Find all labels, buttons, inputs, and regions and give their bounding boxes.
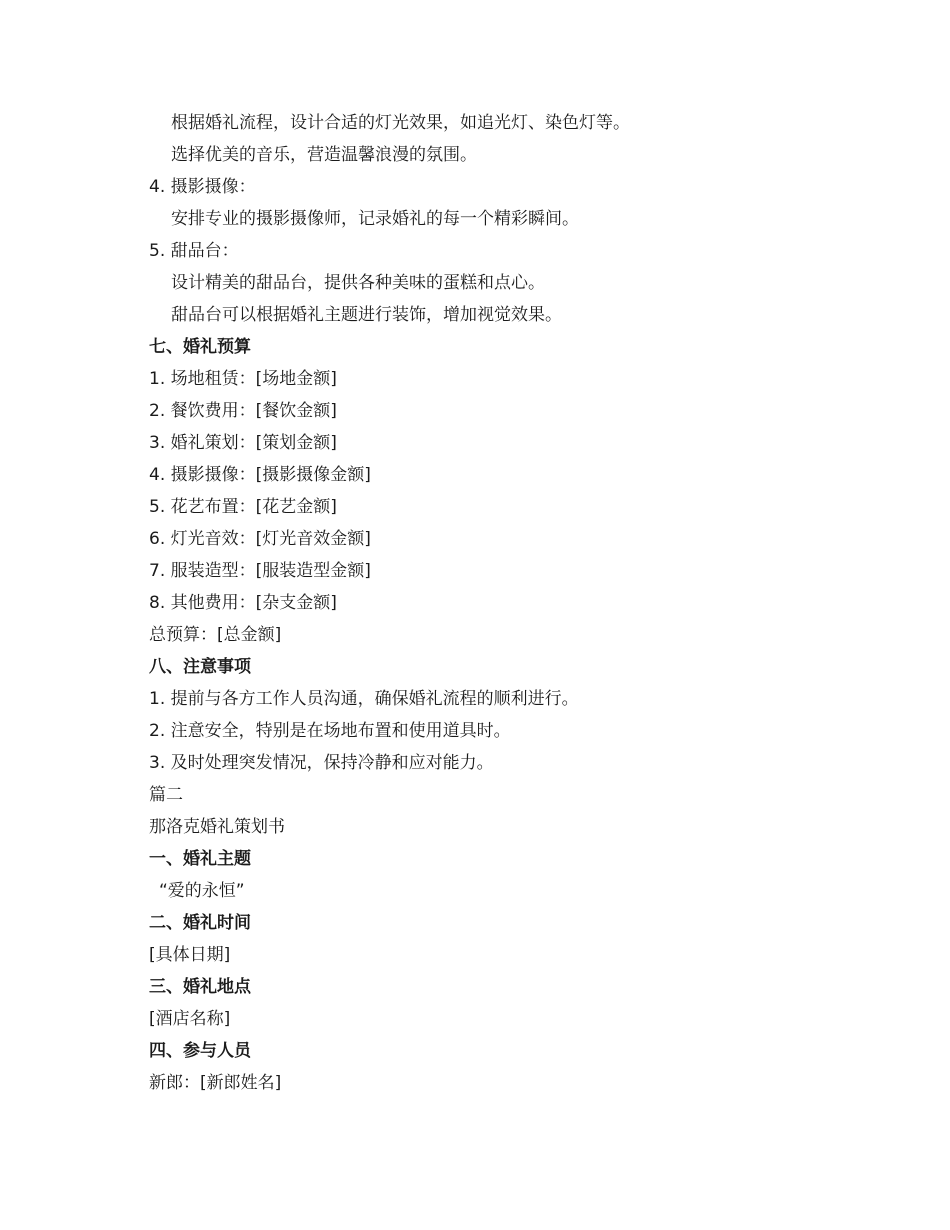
budget-item-lighting-sound: 6. 灯光音效：[灯光音效金额] xyxy=(149,529,371,549)
document-title: 那洛克婚礼策划书 xyxy=(149,817,285,837)
paragraph-photography: 安排专业的摄影摄像师，记录婚礼的每一个精彩瞬间。 xyxy=(171,209,579,229)
document-page xyxy=(149,107,849,1099)
section-heading-time: 二、婚礼时间 xyxy=(149,913,251,933)
paragraph-lighting: 根据婚礼流程，设计合适的灯光效果，如追光灯、染色灯等。 xyxy=(171,113,630,133)
budget-item-floral: 5. 花艺布置：[花艺金额] xyxy=(149,497,337,517)
paragraph-dessert-decor: 甜品台可以根据婚礼主题进行装饰，增加视觉效果。 xyxy=(171,305,562,325)
budget-total: 总预算：[总金额] xyxy=(149,625,282,645)
note-item-communication: 1. 提前与各方工作人员沟通，确保婚礼流程的顺利进行。 xyxy=(149,689,579,709)
budget-item-catering: 2. 餐饮费用：[餐饮金额] xyxy=(149,401,337,421)
note-item-emergency: 3. 及时处理突发情况，保持冷静和应对能力。 xyxy=(149,753,494,773)
budget-item-venue: 1. 场地租赁：[场地金额] xyxy=(149,369,337,389)
time-value: [具体日期] xyxy=(149,945,231,965)
budget-item-photography: 4. 摄影摄像：[摄影摄像金额] xyxy=(149,465,371,485)
paragraph-dessert-design: 设计精美的甜品台，提供各种美味的蛋糕和点心。 xyxy=(171,273,545,293)
list-item-dessert-table: 5. 甜品台： xyxy=(149,241,239,261)
list-item-photography: 4. 摄影摄像： xyxy=(149,177,256,197)
venue-value: [酒店名称] xyxy=(149,1009,231,1029)
participant-groom: 新郎：[新郎姓名] xyxy=(149,1073,282,1093)
section-heading-budget: 七、婚礼预算 xyxy=(149,337,251,357)
section-heading-notes: 八、注意事项 xyxy=(149,657,251,677)
paragraph-music: 选择优美的音乐，营造温馨浪漫的氛围。 xyxy=(171,145,477,165)
section-heading-participants: 四、参与人员 xyxy=(149,1041,251,1061)
note-item-safety: 2. 注意安全，特别是在场地布置和使用道具时。 xyxy=(149,721,511,741)
section-heading-venue: 三、婚礼地点 xyxy=(149,977,251,997)
budget-item-styling: 7. 服装造型：[服装造型金额] xyxy=(149,561,371,581)
budget-item-other: 8. 其他费用：[杂支金额] xyxy=(149,593,337,613)
section-heading-theme: 一、婚礼主题 xyxy=(149,849,251,869)
theme-value: “爱的永恒” xyxy=(159,881,245,901)
budget-item-planning: 3. 婚礼策划：[策划金额] xyxy=(149,433,337,453)
part-label: 篇二 xyxy=(149,785,183,805)
